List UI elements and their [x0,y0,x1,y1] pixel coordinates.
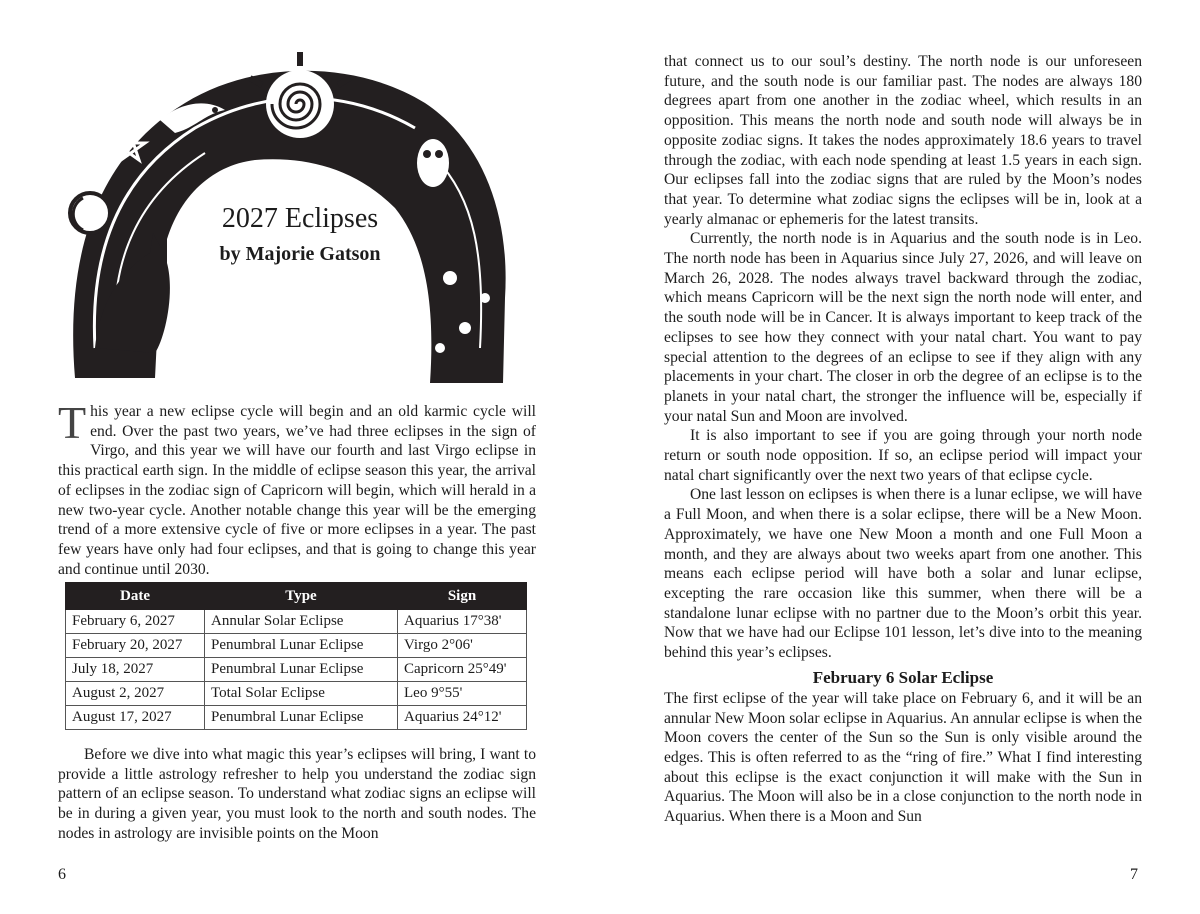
column-header-type: Type [205,583,398,610]
table-row [66,682,527,706]
moon-icon [70,193,110,233]
right-page [600,0,1200,914]
table-row [66,658,527,682]
paragraph-current-nodes: Currently, the north node is in Aquarius and the south node is in Leo. The north node has been in Aquarius since July 27, 2026, and will leave on March 26, 2028. The nodes always travel backward through the zodiac, which means Capricorn will be the next sign the north node will enter, and the south node will be in Cancer. It is always important to keep track of the eclipses to see how they connect with your natal chart. You want to pay special attention to the degrees of an eclipse to see if they align with any placements in your chart. The closer in orb the degree of an eclipse is to the planets in your natal chart, the stronger the influence will be, especially if your natal Sun and Moon are involved. [664,230,1142,425]
column-header-sign: Sign [398,583,527,610]
table-cell-type: Total Solar Eclipse [205,682,398,706]
column-header-date: Date [66,583,205,610]
intro-paragraph [58,397,536,579]
table-cell-date: August 2, 2027 [66,682,205,706]
refresher-paragraph [58,745,536,844]
table-header-row [66,583,527,610]
page-number-right: 7 [1130,866,1138,883]
page-number-left: 6 [58,866,66,883]
refresher-text: Before we dive into what magic this year’s eclipses will bring, I want to provide a little astrology refresher to help you understand the zodiac sign pattern of an eclipse season. To understand what zodiac signs an eclipse will be in during a given year, you must look to the north and south nodes. The nodes in astrology are invisible points on the Moon [58,746,536,842]
table-cell-date: February 20, 2027 [66,634,205,658]
table-cell-date: July 18, 2027 [66,658,205,682]
table-cell-sign: Leo 9°55' [398,682,527,706]
drop-cap: T [58,397,87,448]
chapter-title: 2027 Eclipses [221,203,379,234]
table-cell-sign: Aquarius 24°12' [398,706,527,730]
chapter-title-block [190,202,410,266]
table-cell-type: Penumbral Lunar Eclipse [205,658,398,682]
paragraph-nodes: that connect us to our soul’s destiny. The north node is our unforeseen future, and the south node is our familiar past. The nodes are always 180 degrees apart from one another in the zodiac wheel, which results in an opposition. This means the north node and south node will always be in opposite zodiac signs. It takes the nodes approximately 18.6 years to travel through the zodiac, with each node spending at least 1.5 years in each sign. Our eclipses fall into the zodiac signs that are ruled by the Moon’s nodes that year. To determine what zodiac signs the eclipses will be in, look at a yearly almanac or ephemeris for the latest transits. [664,53,1142,228]
right-page-text [664,52,1142,827]
paragraph-lunar-solar: One last lesson on eclipses is when there is a lunar eclipse, we will have a Full Moon, and when there is a solar eclipse, there will be a New Moon. Approximately, we have one New Moon a month and one Full Moon a month, and they are always about two weeks apart from one another. This means each eclipse period will have both a solar and lunar eclipse, excepting the rare occasion like this summer, when there will be a standalone lunar eclipse with no partner due to the Moon’s orbit this year. Now that we have had our Eclipse 101 lesson, let’s dive into to the meaning behind this year’s eclipses. [664,486,1142,662]
table-cell-type: Annular Solar Eclipse [205,610,398,634]
table-cell-sign: Virgo 2°06' [398,634,527,658]
eclipse-table [65,582,527,730]
table-cell-type: Penumbral Lunar Eclipse [205,634,398,658]
table-cell-sign: Aquarius 17°38' [398,610,527,634]
table-row [66,706,527,730]
intro-text: his year a new eclipse cycle will begin and an old karmic cycle will end. Over the past two years, we’ve had three eclipses in the sign of Virgo, and this year we will have our fourth and last Virgo eclipse in this practical earth sign. In the middle of eclipse season this year, the arrival of eclipses in the zodiac sign of Capricorn will begin, which will herald in a new two-year cycle. Another notable change this year will be the emerging trend of a more extensive cycle of five or more eclipses in a year. The past few years have only had four eclipses, and that is going to change this year and continue until 2030. [58,403,536,578]
table-cell-date: February 6, 2027 [66,610,205,634]
chapter-author: by Majorie Gatson [219,243,381,265]
table-row [66,610,527,634]
table-row [66,634,527,658]
table-cell-sign: Capricorn 25°49' [398,658,527,682]
section-heading: February 6 Solar Eclipse [812,667,994,687]
paragraph-node-return: It is also important to see if you are going through your north node return or south node opposition. If so, an eclipse period will impact your natal chart significantly over the next two years of that eclipse cycle. [664,427,1142,484]
owl-icon [417,139,449,187]
table-cell-type: Penumbral Lunar Eclipse [205,706,398,730]
paragraph-february-eclipse: The first eclipse of the year will take place on February 6, and it will be an annular New Moon solar eclipse in Aquarius. An annular eclipse is when the Moon covers the center of the Sun so the Sun is only visible around the edges. This is often referred to as the “ring of fire.” What I find interesting about this eclipse is the exact conjunction it will make with the Sun in Aquarius. The Moon will also be in a close conjunction to the north node in Aquarius. When there is a Moon and Sun [664,689,1142,826]
table-cell-date: August 17, 2027 [66,706,205,730]
